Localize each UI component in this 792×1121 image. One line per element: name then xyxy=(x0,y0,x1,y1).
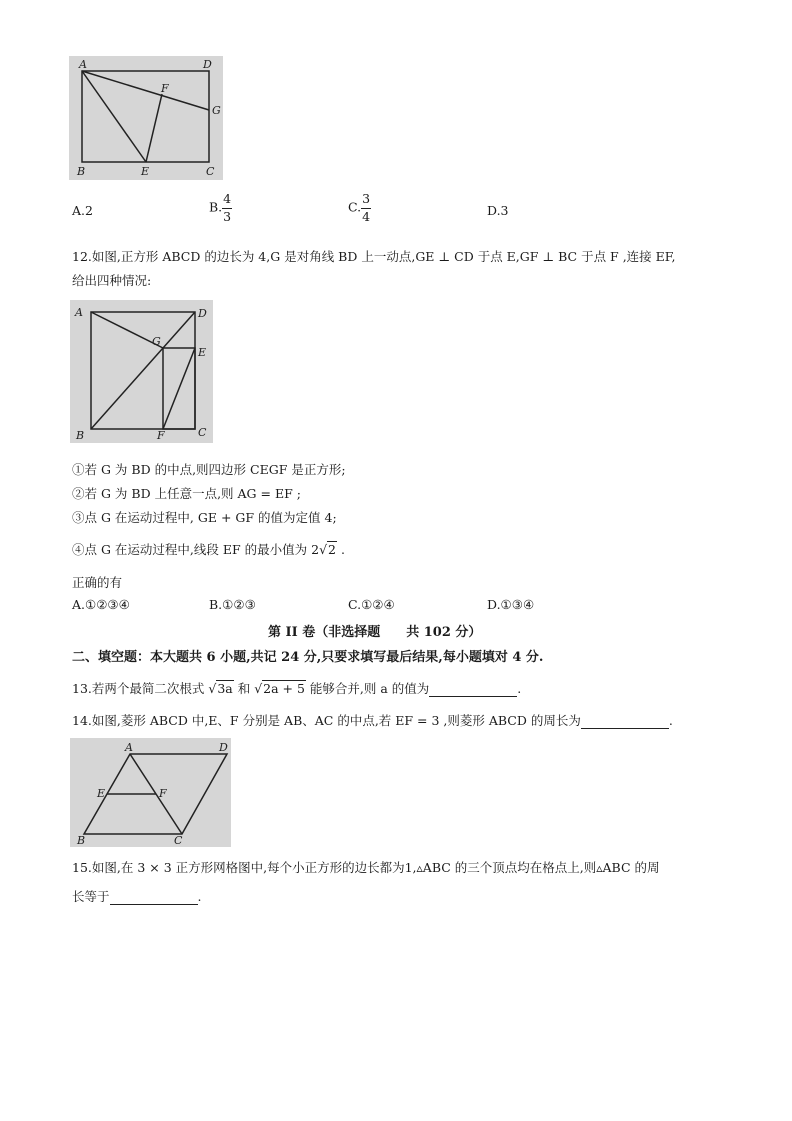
q12-option-d: D.①③④ xyxy=(487,597,535,612)
q11-option-c-prefix: C. xyxy=(348,199,362,215)
section-2-heading: 二、填空题：本大题共 6 小题,共记 24 分,只要求填写最后结果,每小题填对 4 分. xyxy=(72,650,544,665)
q13-sqrt-1: √3a xyxy=(208,681,233,696)
q11-label-d: D xyxy=(203,58,212,71)
q14-label-f: F xyxy=(159,787,167,800)
q15-stem-line2 xyxy=(72,887,202,905)
q13-sqrt-2: √2a + 5 xyxy=(254,681,305,696)
q11-option-c-numerator: 3 xyxy=(361,193,371,209)
q14-label-a: A xyxy=(125,741,133,754)
q14-stem xyxy=(72,711,673,729)
q12-figure xyxy=(70,300,213,443)
q14-end: . xyxy=(668,713,673,728)
q11-label-e: E xyxy=(141,165,150,178)
q11-label-a: A xyxy=(79,58,87,71)
q11-figure xyxy=(69,56,223,180)
q14-label-e: E xyxy=(97,787,106,800)
q12-stem-line1: 12.如图,正方形 ABCD 的边长为 4,G 是对角线 BD 上一动点,GE ⊥ CD 于点 E,GF ⊥ BC 于点 F ,连接 EF, xyxy=(72,249,676,264)
q13-end: . xyxy=(517,681,522,696)
section-2-title: 第 II 卷（非选择题 共 102 分） xyxy=(268,625,482,640)
q12-answer-prompt: 正确的有 xyxy=(72,575,123,590)
q11-option-c-denominator: 4 xyxy=(362,208,371,224)
q13-prefix: 13.若两个最简二次根式 xyxy=(72,681,209,696)
q12-label-a: A xyxy=(75,306,83,319)
q13-suffix: 能够合并,则 a 的值为 xyxy=(305,681,430,696)
q15-stem-line1: 15.如图,在 3 × 3 正方形网格图中,每个小正方形的边长都为1,▵ABC 的三个顶点均在格点上,则▵ABC 的周 xyxy=(72,860,660,875)
q11-label-g: G xyxy=(212,104,221,117)
q11-option-b-fraction xyxy=(222,193,232,223)
q14-label-c: C xyxy=(174,834,183,847)
q12-label-g: G xyxy=(152,335,161,348)
q13-mid: 和 xyxy=(233,681,255,696)
q11-option-b-denominator: 3 xyxy=(223,208,232,224)
q12-statement-3: ③点 G 在运动过程中, GE + GF 的值为定值 4; xyxy=(72,510,337,525)
q14-figure xyxy=(70,738,231,847)
q11-option-c-fraction xyxy=(361,193,371,223)
q11-option-b-prefix: B. xyxy=(209,199,223,215)
q12-label-d: D xyxy=(198,307,207,320)
q12-stem-line2: 给出四种情况: xyxy=(72,273,152,288)
q11-label-f: F xyxy=(161,82,169,95)
q14-text: 14.如图,菱形 ABCD 中,E、F 分别是 AB、AC 的中点,若 EF = 3 ,则菱形 ABCD 的周长为 xyxy=(72,713,581,728)
q14-answer-blank[interactable] xyxy=(581,713,669,729)
q15-end: . xyxy=(197,889,202,904)
q12-label-c: C xyxy=(198,426,207,439)
q13-answer-blank[interactable] xyxy=(429,681,517,697)
q12-sqrt-radicand: 2 xyxy=(328,542,336,557)
q15-answer-blank[interactable] xyxy=(110,889,198,905)
q13-sqrt-1-radicand: 3a xyxy=(217,681,233,696)
q11-option-b xyxy=(209,193,232,223)
q11-label-c: C xyxy=(206,165,215,178)
q15-line2-prefix: 长等于 xyxy=(72,889,110,904)
q11-option-b-numerator: 4 xyxy=(222,193,232,209)
q12-label-f: F xyxy=(157,429,165,442)
q14-label-d: D xyxy=(219,741,228,754)
q13-sqrt-2-radicand: 2a + 5 xyxy=(263,681,305,696)
q12-label-b: B xyxy=(76,429,85,442)
q12-option-a: A.①②③④ xyxy=(72,597,130,612)
q11-option-d: D.3 xyxy=(487,203,509,218)
q12-statement-1: ①若 G 为 BD 的中点,则四边形 CEGF 是正方形; xyxy=(72,462,346,477)
q11-option-c xyxy=(348,193,371,223)
q12-statement-2: ②若 G 为 BD 上任意一点,则 AG = EF ; xyxy=(72,486,301,501)
q12-statement-4-suffix: . xyxy=(337,542,345,557)
q12-label-e: E xyxy=(198,346,207,359)
q12-option-c: C.①②④ xyxy=(348,597,395,612)
q11-label-b: B xyxy=(77,165,86,178)
q11-option-a: A.2 xyxy=(72,203,93,218)
q12-statement-4-prefix: ④点 G 在运动过程中,线段 EF 的最小值为 2 xyxy=(72,542,320,557)
q12-option-b: B.①②③ xyxy=(209,597,256,612)
q13-stem xyxy=(72,679,521,697)
q12-statement-4 xyxy=(72,540,345,558)
q12-sqrt: √2 xyxy=(319,542,336,557)
q14-label-b: B xyxy=(77,834,86,847)
